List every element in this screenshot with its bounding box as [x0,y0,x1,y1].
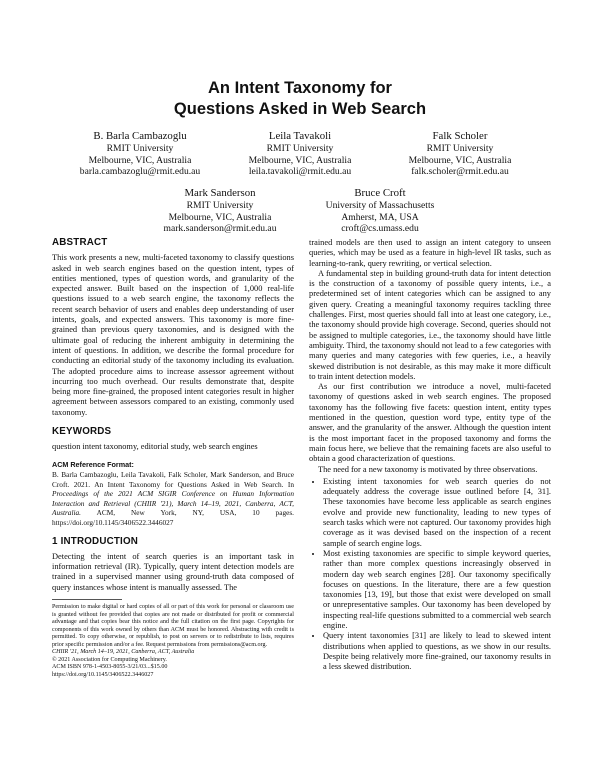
author-location: Melbourne, VIC, Australia [408,154,512,166]
list-item: • Most existing taxonomies are specific to simple keyword queries, rather than more complex questions increasingly observed in modern day web search engines [28]. Our taxonomy specifically focuses on questions. In the literature, there are a few question taxonomies [13, 19], but those that exist were developed on small or unrepresentative samples. Our taxonomy has been developed by inspecting real-life questions submitted to a commercial web search engine. [323,549,551,631]
doi-line: https://doi.org/10.1145/3406522.3446027 [52,671,154,678]
abstract-text: This work presents a new, multi-faceted taxonomy to classify questions asked in web search engines based on the question intent, types of entities mentioned, types of question words, and granularity of the expected answer. Built based on the inspection of 1,000 real-life questions issued to a web search engine, the taxonomy reflects the recent search behavior of users and enables deep understanding of user intents, goals, and expected answers. This taxonomy is more fine-grained than previous query taxonomies, and is designed with the ultimate goal of reducing the inherent ambiguity in determining the intent of questions. In addition, we describe the formal procedure for conducting an editorial study of the taxonomy including its evaluation. The adopted procedure aims to increase assessor agreement without incurring too much overhead. Our results demonstrate that, despite being more fine-grained, the proposed intent categories result in higher agreement between assessors compared to an existing, commonly used taxonomy. [52,253,294,417]
author-name: B. Barla Cambazoglu [93,130,187,142]
list-item: • Query intent taxonomies [31] are likely to lead to skewed intent distributions when applied to questions, as we show in our results. Despite being relatively more fine-grained, our taxonomy results in a less skewed distribution. [323,631,551,672]
list-item: • Existing intent taxonomies for web search queries do not adequately address the coverage issue outlined before [4, 31]. These taxonomies have become less applicable as search engines evolve and provide new functionality, leading to new types of search tasks which were not captured. Our taxonomy provides high coverage as it was devised based on the inspection of a recent sample of search engine logs. [323,477,551,549]
keywords-heading: KEYWORDS [52,426,112,438]
permission-notice: Permission to make digital or hard copies of all or part of this work for personal or classroom use is granted without fee provided that copies are not made or distributed for profit or commercial advantage and that copies bear this notice and the full citation on the first page. Copyrights for components of this work owned by others than ACM must be honored. Abstracting with credit is permitted. To copy otherwise, or republish, to post on servers or to redistribute to lists, requires prior specific permission and/or a fee. Request permissions from permissions@acm.org. [52,603,294,648]
author-location: Melbourne, VIC, Australia [168,211,272,223]
author-affiliation: University of Massachusetts [325,200,435,211]
paragraph: As our first contribution we introduce a novel, multi-faceted taxonomy of questions asked in web search engines. The proposed taxonomy has the following five facets: question intent, entity types mentioned in the question, question word type, entity type of the answer, and the granularity of the answer. Although the question intent is the most important facet in the proposed taxonomy and forms the main focus here, we believe that the remaining facets are also useful to obtain a good characterization of questions. [309,382,551,464]
abstract-heading: ABSTRACT [52,237,108,248]
acm-reference-authors: B. Barla Cambazoglu, Leila Tavakoli, Falk Scholer, Mark Sanderson, and Bruce Croft. 2021. An Intent Taxonomy for Questions Asked in Web Search. In [52,469,294,489]
footnote-divider [52,599,122,600]
author-email: mark.sanderson@rmit.edu.au [163,223,277,235]
acm-reference-text [52,470,294,528]
author-name: Bruce Croft [354,187,406,199]
right-column [309,238,551,672]
acm-reference-proceedings: Proceedings of the 2021 ACM SIGIR Conference on Human Information Interaction and Retrieval (CHIIR '21), March 14–19, 2021, Canberra, ACT, Australia. [52,489,294,518]
venue-line: CHIIR '21, March 14–19, 2021, Canberra, ACT, Australia [52,649,195,656]
author-affiliation: RMIT University [426,143,494,154]
author-name: Falk Scholer [432,130,488,142]
author-location: Melbourne, VIC, Australia [88,154,192,166]
paper-title [0,78,600,120]
title-line-2: Questions Asked in Web Search [173,100,427,118]
copyright-line: © 2021 Association for Computing Machinery. [52,656,167,663]
isbn-line: ACM ISBN 978-1-4503-8055-3/21/03...$15.00 [52,664,168,671]
author-affiliation: RMIT University [266,143,334,154]
keywords-text: question intent taxonomy, editorial study, web search engines [52,442,258,452]
paragraph: The need for a new taxonomy is motivated by three observations. [318,464,538,474]
author-block-2 [220,130,380,178]
acm-reference-tail: ACM, New York, NY, USA, 10 pages. https://doi.org/10.1145/3406522.3446027 [52,508,294,527]
author-affiliation: RMIT University [106,143,174,154]
author-block-1 [60,130,220,178]
author-affiliation: RMIT University [186,200,254,211]
intro-heading: 1 INTRODUCTION [52,535,139,547]
author-name: Leila Tavakoli [268,130,332,142]
acm-reference-heading: ACM Reference Format: [52,459,134,469]
paragraph: A fundamental step in building ground-truth data for intent detection is the construction of a taxonomy of possible query intents, i.e., a predetermined set of intent categories which can be assigned to any given query. Creating a meaningful taxonomy requires tackling three challenges. First, most queries should fall into at least one category, i.e., the taxonomy should provide high coverage. Second, queries should not be assigned to multiple categories, i.e., the taxonomy should have little ambiguity. Third, the taxonomy should not lead to a few categories with many queries and many categories with few queries, i.e., a heavily skewed distribution is not desirable, as this may make it more difficult to train intent detection models. [309,268,551,381]
footnote [52,604,294,679]
observations-list [309,477,551,673]
paragraph: trained models are then used to assign an intent category to unseen queries, which may be used as a feature in high-level IR tasks, such as learning-to-rank, query rewriting, or vertical selection. [309,238,551,268]
intro-paragraph: Detecting the intent of search queries is an important task in information retrieval (IR). Typically, query intent detection models are trained in a supervised manner using ground-truth data composed of query instances whose intent is manually assessed. The [52,551,294,592]
author-location: Melbourne, VIC, Australia [248,154,352,166]
author-block-4 [140,187,300,235]
author-location: Amherst, MA, USA [341,211,419,223]
author-email: barla.cambazoglu@rmit.edu.au [79,166,201,178]
author-name: Mark Sanderson [184,187,256,199]
author-email: croft@cs.umass.edu [341,223,419,235]
author-block-3 [380,130,540,178]
author-email: falk.scholer@rmit.edu.au [411,166,509,178]
title-line-1: An Intent Taxonomy for [208,79,392,97]
author-block-5 [300,187,460,235]
left-column [52,238,294,679]
author-email: leila.tavakoli@rmit.edu.au [248,166,352,178]
